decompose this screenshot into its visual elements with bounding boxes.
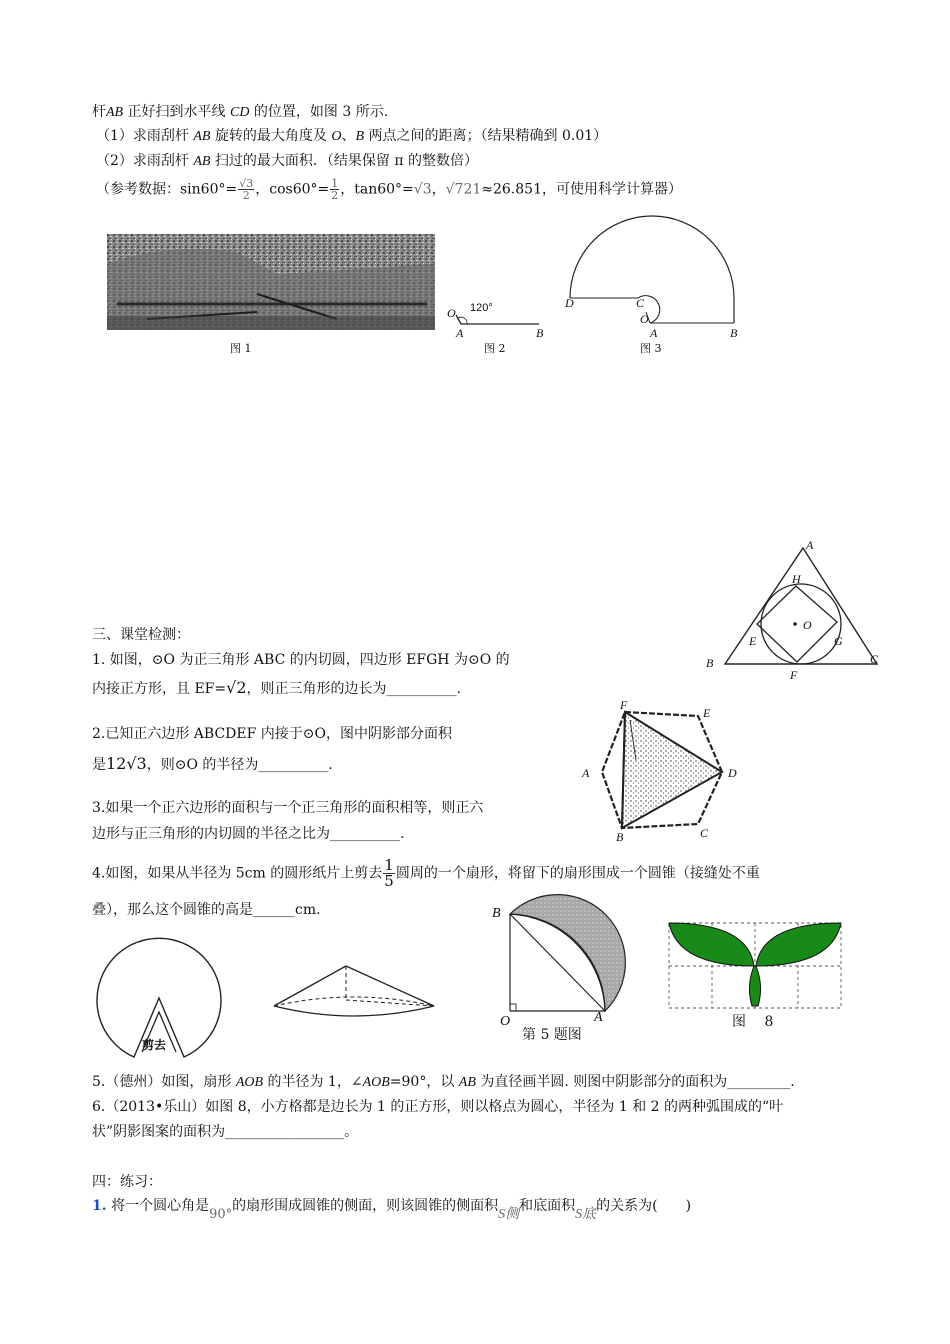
fig3-label-c: C: [636, 296, 645, 310]
figure-3: [560, 226, 740, 336]
figure-1-caption: 图 1: [230, 342, 252, 355]
fig5-label-o: O: [500, 1014, 511, 1029]
tri-label-c: C: [870, 652, 879, 666]
q4-line-1: 4.如图，如果从半径为 5cm 的圆形纸片上剪去 $\frac{1}{5}$ 圆周的一个扇形，将留下的扇形围成一个圆锥（接缝处不重: [92, 856, 760, 890]
outer-semicircle: [570, 216, 734, 323]
figure-2-caption: 图 2: [484, 342, 506, 355]
q6-line-2: 状”阴影图案的面积为_________________。: [92, 1124, 359, 1140]
fig2-angle-label: 120°: [470, 302, 493, 314]
incircle: [761, 584, 841, 664]
cone-figure: [270, 964, 440, 1024]
figure-8-caption: 图 8: [732, 1014, 774, 1030]
q4-line-2: 叠），那么这个圆锥的高是______cm.: [92, 902, 321, 918]
tri-label-e: E: [749, 634, 757, 648]
practice-q1: 1. 将一个圆心角是90°的扇形围成圆锥的侧面，则该圆锥的侧面积S侧和底面积S底的关系为( ): [92, 1198, 692, 1222]
figure-5: [500, 890, 630, 1015]
fig2-label-o: O: [447, 306, 456, 320]
figure-3-caption: 图 3: [640, 342, 662, 355]
hex-label-e: E: [703, 706, 711, 720]
equilateral-triangle: [725, 548, 877, 664]
ef-value: √2: [226, 678, 247, 697]
fig3-label-b: B: [730, 326, 738, 340]
figure-8-leaves: [668, 922, 843, 1010]
figure-1-photo: [107, 234, 435, 330]
figure-5-caption: 第 5 题图: [522, 1027, 582, 1043]
tri-label-h: H: [792, 572, 801, 586]
tri-label-f: F: [790, 668, 798, 682]
triangle-incircle-figure: [715, 540, 890, 680]
fig3-label-a: A: [650, 326, 658, 340]
fig3-label-d: D: [565, 296, 574, 310]
segment-oa: [456, 315, 461, 324]
tri-label-o: O: [803, 618, 812, 632]
q5-text: 5.（德州）如图，扇形 AOB 的半径为 1，∠AOB=90°，以 AB 为直径画半圆. 则图中阴影部分的面积为_________.: [92, 1074, 795, 1090]
hex-label-f: F: [620, 698, 628, 712]
shaded-lune: [510, 895, 625, 1011]
fig5-label-a: A: [594, 1010, 603, 1025]
fig3-label-o: O: [640, 312, 649, 326]
problem-question-1: （1）求雨刮杆 AB 旋转的最大角度及 O、B 两点之间的距离；（结果精确到 0.01）: [96, 128, 608, 144]
angle-90: 90°: [209, 1207, 233, 1222]
section-3-heading: 三、课堂检测：: [92, 627, 190, 643]
q2-line-1: 2.已知正六边形 ABCDEF 内接于⊙O，图中阴影部分面积: [92, 726, 452, 742]
q1-line-2: 内接正方形，且 EF=√2，则正三角形的边长为__________.: [92, 678, 461, 697]
shaded-triangle: [622, 712, 722, 828]
hexagon-figure: [590, 700, 740, 840]
q1-line-1: 1. 如图，⊙O 为正三角形 ABC 的内切圆，四边形 EFGH 为⊙O 的: [92, 652, 510, 668]
shaded-area-value: 12√3: [106, 754, 147, 773]
left-leaf: [669, 923, 754, 966]
base-area-symbol: S底: [575, 1207, 597, 1222]
reference-data: （参考数据：sin60°= $\frac{√3}{2}$ ，cos60°= $\frac{1}{2}$ ，tan60°=√3，√721≈26.851，可使用科学计算器）: [96, 177, 682, 202]
q3-line-2: 边形与正三角形的内切圆的半径之比为__________.: [92, 826, 405, 842]
right-leaf: [756, 923, 841, 966]
hex-label-a: A: [582, 766, 590, 780]
q3-line-1: 3.如果一个正六边形的面积与一个正三角形的面积相等，则正六: [92, 800, 484, 816]
fig2-label-b: B: [536, 326, 544, 340]
fig2-label-a: A: [456, 326, 464, 340]
cut-label: 剪去: [142, 1038, 167, 1052]
q6-line-1: 6.（2013•乐山）如图 8，小方格都是边长为 1 的正方形，则以格点为圆心，半径为 1 和 2 的两种弧围成的“叶: [92, 1099, 784, 1115]
lateral-area-symbol: S侧: [498, 1207, 520, 1222]
tri-label-g: G: [834, 634, 843, 648]
stem: [749, 966, 760, 1006]
hex-label-b: B: [616, 830, 624, 844]
fig5-label-b: B: [492, 906, 501, 921]
hex-label-c: C: [700, 826, 709, 840]
section-4-heading: 四：练习：: [92, 1174, 162, 1190]
hex-label-d: D: [728, 766, 737, 780]
problem-line-0: 杆AB 正好扫到水平线 CD 的位置，如图 3 所示.: [92, 104, 389, 120]
q2-line-2: 是12√3，则⊙O 的半径为__________.: [92, 754, 333, 773]
tri-label-b: B: [706, 656, 714, 670]
problem-question-2: （2）求雨刮杆 AB 扫过的最大面积．（结果保留 π 的整数倍）: [96, 153, 479, 169]
tri-label-a: A: [806, 538, 814, 552]
